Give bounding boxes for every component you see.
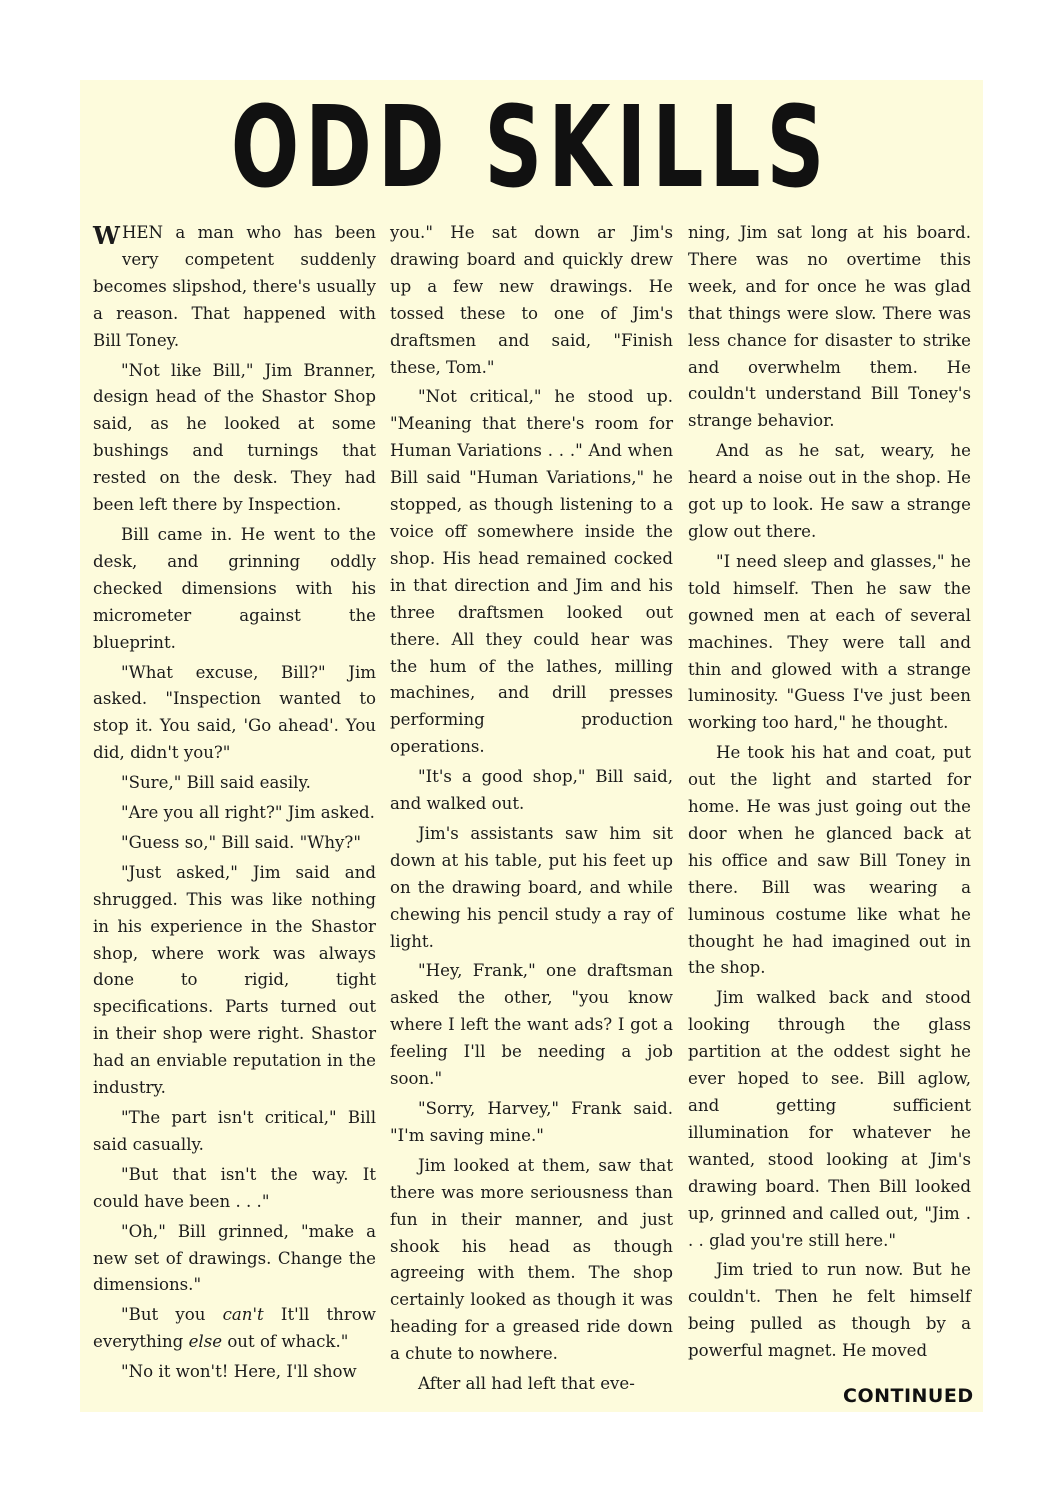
paragraph-text: "But you xyxy=(121,1305,223,1325)
story-title: ODD SKILLS xyxy=(230,83,831,213)
paragraph: "Just asked," Jim said and shrugged. This was like nothing in his experience in the Shastor shop, where work was always done to rigid, tight specifications. Parts turned out in their shop were right. Shastor had an enviable reputation in the industry. xyxy=(93,862,376,1098)
paragraph: "Not critical," he stood up. "Meaning that there's room for Human Variations . . ." And when Bill said "Human Variations," he stopped, as though listening to a voice off somewhere inside the shop. His head remained cocked in that direction and Jim and his three draftsmen looked out there. All they could hear was the hum of the lathes, milling machines, and drill presses performing production operations. xyxy=(390,387,673,757)
emphasis-text: can't xyxy=(222,1305,264,1325)
paragraph: Jim walked back and stood looking through the glass partition at the oddest sight he ever hoped to see. Bill aglow, and getting sufficient illumination for whatever he wanted, stood looking at Jim's drawing board. Then Bill looked up, grinned and called out, "Jim . . . glad you're still here." xyxy=(688,988,971,1250)
paragraph-text: It'll throw everything xyxy=(93,1305,376,1352)
paragraph: you." He sat down ar Jim's drawing board and quickly drew up a few new drawings. He tossed these to one of Jim's draftsmen and said, "Finish these, Tom." xyxy=(390,223,673,377)
paragraph: "Hey, Frank," one draftsman asked the other, "you know where I left the want ads? I got a feeling I'll be needing a job soon." xyxy=(390,961,673,1089)
text-column-2 xyxy=(390,220,673,1401)
text-column-1 xyxy=(93,220,376,1389)
paragraph: "Not like Bill," Jim Branner, design head of the Shastor Shop said, as he looked at some bushings and turnings that rested on the desk. They had been left there by Inspection. xyxy=(93,360,376,515)
paragraph: "Sure," Bill said easily. xyxy=(121,773,311,793)
paragraph: "It's a good shop," Bill said, and walked out. xyxy=(390,767,673,814)
paragraph: ning, Jim sat long at his board. There was no overtime this week, and for once he was glad that things were slow. There was less chance for disaster to strike and overwhelm them. He couldn't understand Bill Toney's strange behavior. xyxy=(688,223,971,431)
continued-label: CONTINUED xyxy=(843,1385,974,1407)
paragraph: "I need sleep and glasses," he told himself. Then he saw the gowned men at each of several machines. They were tall and thin and glowed with a strange luminosity. "Guess I've just been working too hard," he thought. xyxy=(688,551,971,733)
paragraph: After all had left that eve- xyxy=(418,1374,635,1394)
paragraph: Jim's assistants saw him sit down at his table, put his feet up on the drawing board, and while chewing his pencil study a ray of light. xyxy=(390,823,673,951)
paragraph: "No it won't! Here, I'll show xyxy=(121,1362,357,1382)
paragraph: "Sorry, Harvey," Frank said. "I'm saving mine." xyxy=(390,1099,673,1145)
paragraph: Jim tried to run now. But he couldn't. Then he felt himself being pulled as though by a powerful magnet. He moved xyxy=(688,1260,971,1361)
paragraph: Bill came in. He went to the desk, and grinning oddly checked dimensions with his micrometer against the blueprint. xyxy=(93,524,376,652)
emphasis-text: else xyxy=(188,1332,223,1352)
paragraph: "Oh," Bill grinned, "make a new set of drawings. Change the dimensions." xyxy=(93,1221,376,1295)
paragraph: "The part isn't critical," Bill said casually. xyxy=(93,1108,376,1154)
paragraph: "What excuse, Bill?" Jim asked. "Inspection wanted to stop it. You said, 'Go ahead'. You did, didn't you?" xyxy=(93,662,376,763)
paragraph: "But that isn't the way. It could have been . . ." xyxy=(93,1164,376,1211)
paragraph-text: HEN a man who has been very competent suddenly becomes slipshod, there's usually a reason. That happened with Bill Toney. xyxy=(93,223,376,350)
paragraph xyxy=(93,220,376,355)
paragraph xyxy=(93,1302,376,1356)
paragraph-text: out of whack." xyxy=(222,1332,349,1352)
text-column-3 xyxy=(688,220,971,1368)
paragraph: "Guess so," Bill said. "Why?" xyxy=(121,832,361,852)
paragraph: And as he sat, weary, he heard a noise out in the shop. He got up to look. He saw a strange glow out there. xyxy=(688,441,971,541)
paragraph: He took his hat and coat, put out the light and started for home. He was just going out the door when he glanced back at his office and saw Bill Toney in there. Bill was wearing a luminous costume like what he thought he had imagined out in the shop. xyxy=(688,743,971,978)
drop-cap: W xyxy=(93,221,120,250)
paragraph: "Are you all right?" Jim asked. xyxy=(121,803,375,823)
paragraph: Jim looked at them, saw that there was more seriousness than fun in their manner, and just shook his head as though agreeing with them. The shop certainly looked as though it was heading for a greased ride down a chute to nowhere. xyxy=(390,1155,673,1364)
